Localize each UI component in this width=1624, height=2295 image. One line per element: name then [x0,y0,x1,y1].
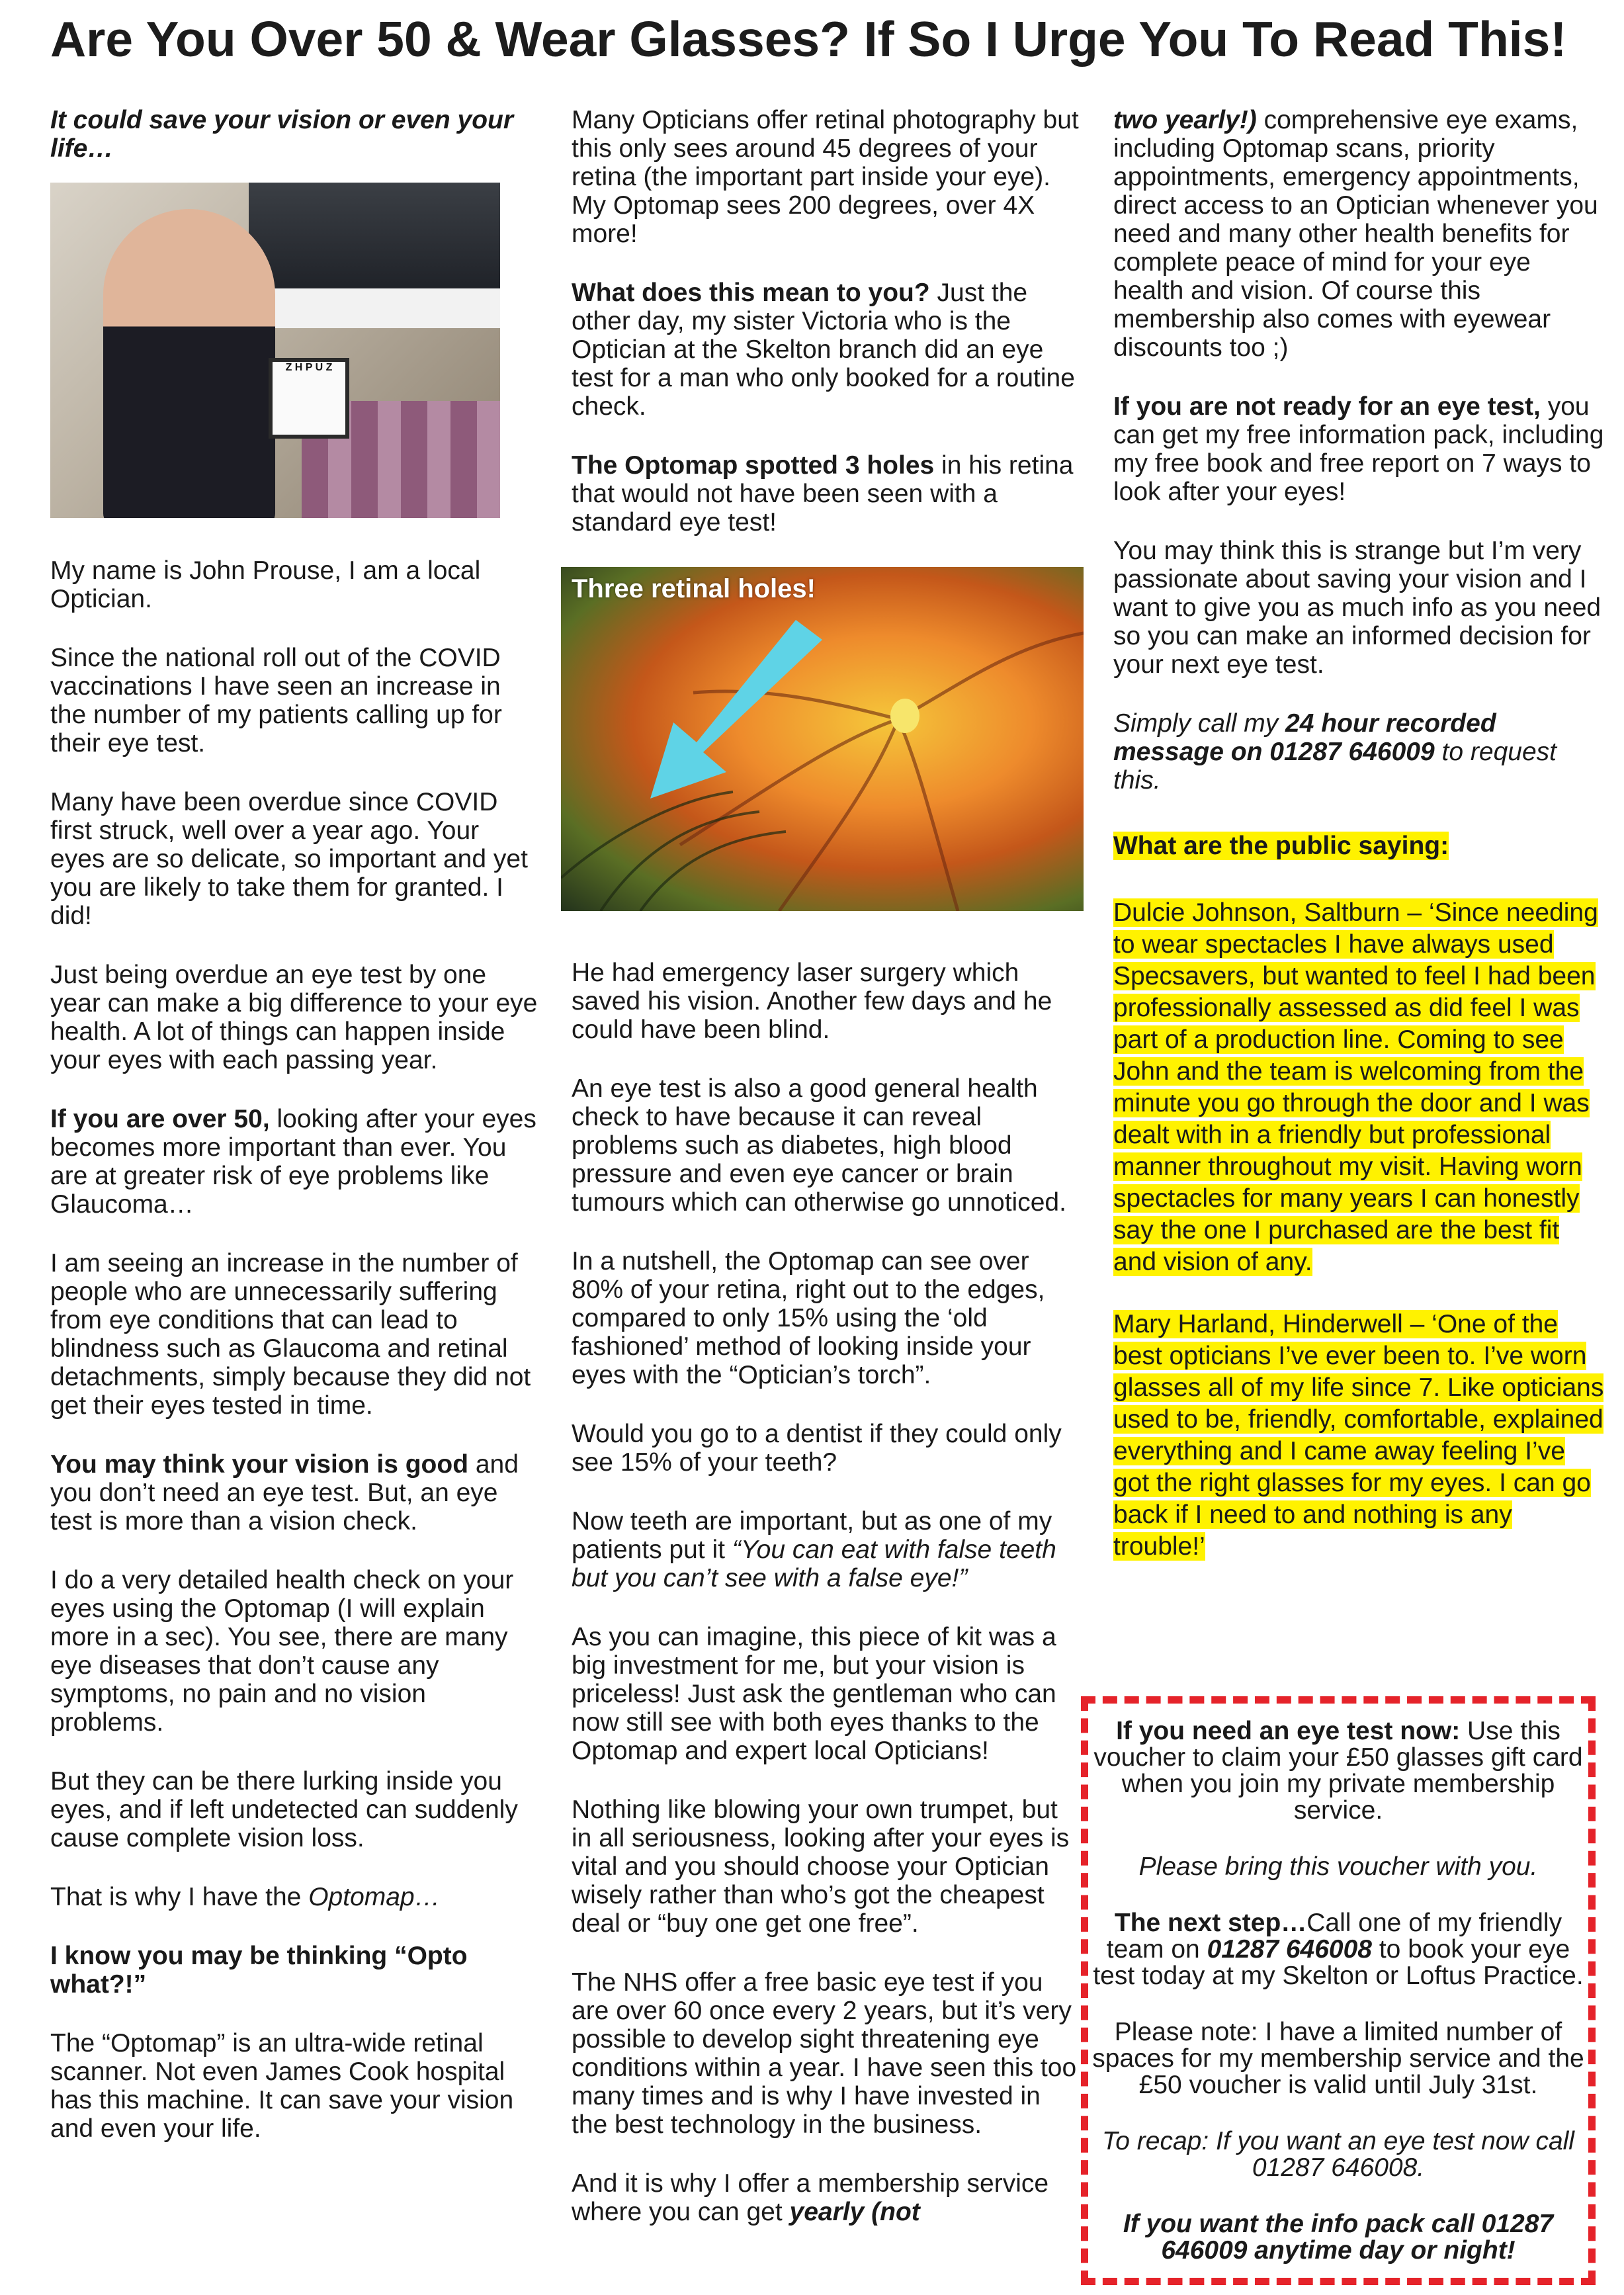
paragraph: What does this mean to you? Just the other day, my sister Victoria who is the Optician at the Skelton branch did an eye test for a man who only booked for a routine check. [572,279,1075,421]
paragraph: two yearly!) comprehensive eye exams, including Optomap scans, priority appointments, emergency appointments, direct access to an Optician whenever you need and many other health benefits for complete peace of mind for your eye health and vision. Of course this membership also comes with eyewear discounts too ;) [1113,106,1598,362]
voucher-text: If you need an eye test now: Use this voucher to claim your £50 glasses gift card when you join my private membership service. [1093,1717,1583,1825]
voucher-text: Please bring this voucher with you. [1138,1852,1538,1881]
paragraph: Many Opticians offer retinal photography but this only sees around 45 degrees of your retina (the important part inside your eye). My Optomap sees 200 degrees, over 4X more! [572,106,1079,248]
paragraph: I do a very detailed health check on your eyes using the Optomap (I will explain more in a sec). You see, there are many eye diseases that don’t cause any symptoms, no pain and no vision problems. [50,1566,514,1737]
retina-vessels [561,567,1084,911]
paragraph: Since the national roll out of the COVID vaccinations I have seen an increase in the number of my patients calling up for their eye test. [50,644,502,758]
public-heading: What are the public saying: [1113,832,1449,860]
paragraph: Nothing like blowing your own trumpet, but in all seriousness, looking after your eyes is vital and you should choose your Optician wisely rather than who’s got the cheapest deal or “buy one get one free”. [572,1796,1070,1938]
voucher-text: If you want the info pack call 01287 646009 anytime day or night! [1123,2210,1554,2265]
paragraph: But they can be there lurking inside you eyes, and if left undetected can suddenly cause complete vision loss. [50,1767,518,1852]
paragraph: I am seeing an increase in the number of people who are unnecessarily suffering from eye conditions that can lead to blindness such as Glaucoma and retinal detachments, simply because they did not get their eyes tested in time. [50,1249,531,1420]
paragraph: Simply call my 24 hour recorded message on 01287 646009 to request this. [1113,709,1557,795]
paragraph: You may think this is strange but I’m very passionate about saving your vision and I want to give you as much info as you need so you can make an informed decision for your next eye test. [1113,537,1602,679]
paragraph: In a nutshell, the Optomap can see over 80% of your retina, right out to the edges, compared to only 15% using the ‘old fashioned’ method of looking inside your eyes with the “Optician’s torch”. [572,1247,1045,1389]
intro-text: It could save your vision or even your life… [50,106,514,163]
paragraph: My name is John Prouse, I am a local Optician. [50,556,481,613]
column-2 [572,106,1081,2257]
paragraph: That is why I have the Optomap… [50,1883,441,1911]
headline: Are You Over 50 & Wear Glasses? If So I Urge You To Read This! [50,11,1567,67]
paragraph: If you are not ready for an eye test, you can get my free information pack, including my free book and free report on 7 ways to look after your eyes! [1113,392,1604,506]
voucher-box [1081,1696,1596,2285]
optician-photo [50,183,500,518]
paragraph: Now teeth are important, but as one of my patients put it “You can eat with false teeth but you can’t see with a false eye!” [572,1507,1056,1592]
photo-person [103,209,275,518]
photo-shelf [269,288,500,328]
voucher-text: The next step…Call one of my friendly team on 01287 646008 to book your eye test today at my Skelton or Loftus Practice. [1093,1909,1584,1990]
bold-lead: If you are over 50, [50,1105,270,1133]
photo-window [249,183,500,295]
paragraph: An eye test is also a good general health check to have because it can reveal problems such as diabetes, high blood pressure and even eye cancer or brain tumours which can otherwise go unnoticed. [572,1074,1066,1217]
column-1 [50,106,540,2173]
paragraph: Many have been overdue since COVID first struck, well over a year ago. Your eyes are so delicate, so important and yet you are likely to take them for granted. I did! [50,788,528,930]
testimonial: Dulcie Johnson, Saltburn – ‘Since needing to wear spectacles I have always used Specsavers, but wanted to feel I had been professionally assessed as did feel I was part of a production line. Coming to see John and the team is welcoming from the minute you go through the door and I was dealt with in a friendly but professional manner throughout my visit. Having worn spectacles for many years I can honestly say the one I purchased are the best fit and vision of any. [1113,898,1598,1276]
paragraph: If you are over 50, looking after your eyes becomes more important than ever. You are at greater risk of eye problems like Glaucoma… [50,1105,536,1219]
paragraph: The “Optomap” is an ultra-wide retinal scanner. Not even James Cook hospital has this machine. It can save your vision and even your life. [50,2029,514,2143]
column-3 [1113,106,1606,1593]
retina-scan-image [561,567,1084,911]
paragraph: The Optomap spotted 3 holes in his retina that would not have been seen with a standard eye test! [572,451,1074,537]
photo-eye-chart: Z H P U Z [269,358,349,439]
paragraph: The NHS offer a free basic eye test if you are over 60 once every 2 years, but it’s very possible to develop sight threatening eye conditions within a year. I have seen this too many times and is why I have invested in the best technology in the business. [572,1968,1077,2139]
paragraph: You may think your vision is good and you don’t need an eye test. But, an eye test is more than a vision check. [50,1450,519,1536]
paragraph: Just being overdue an eye test by one year can make a big difference to your eye health. A lot of things can happen inside your eyes with each passing year. [50,961,538,1074]
bold-lead: You may think your vision is good [50,1450,469,1479]
voucher-text: Please note: I have a limited number of spaces for my membership service and the £50 voucher is valid until July 31st. [1092,2018,1584,2099]
optic-disc [890,699,919,733]
paragraph: As you can imagine, this piece of kit was a big investment for me, but your vision is priceless! Just ask the gentleman who can now still see with both eyes thanks to the Optomap and expert local Opticians! [572,1623,1056,1765]
paragraph: He had emergency laser surgery which saved his vision. Another few days and he could have been blind. [572,959,1052,1044]
testimonial: Mary Harland, Hinderwell – ‘One of the best opticians I’ve ever been to. I’ve worn glasses all of my life since 7. Like opticians used to be, friendly, comfortable, explained everything and I came away feeling I’ve got the right glasses for my eyes. I can go back if I need to and nothing is any trouble!’ [1113,1310,1604,1561]
paragraph: Would you go to a dentist if they could only see 15% of your teeth? [572,1420,1062,1477]
voucher-text: To recap: If you want an eye test now call 01287 646008. [1102,2127,1574,2182]
paragraph: And it is why I offer a membership service where you can get yearly (not [572,2169,1049,2226]
subheading: I know you may be thinking “Opto what?!” [50,1942,468,1999]
retina-caption: Three retinal holes! [572,574,816,603]
